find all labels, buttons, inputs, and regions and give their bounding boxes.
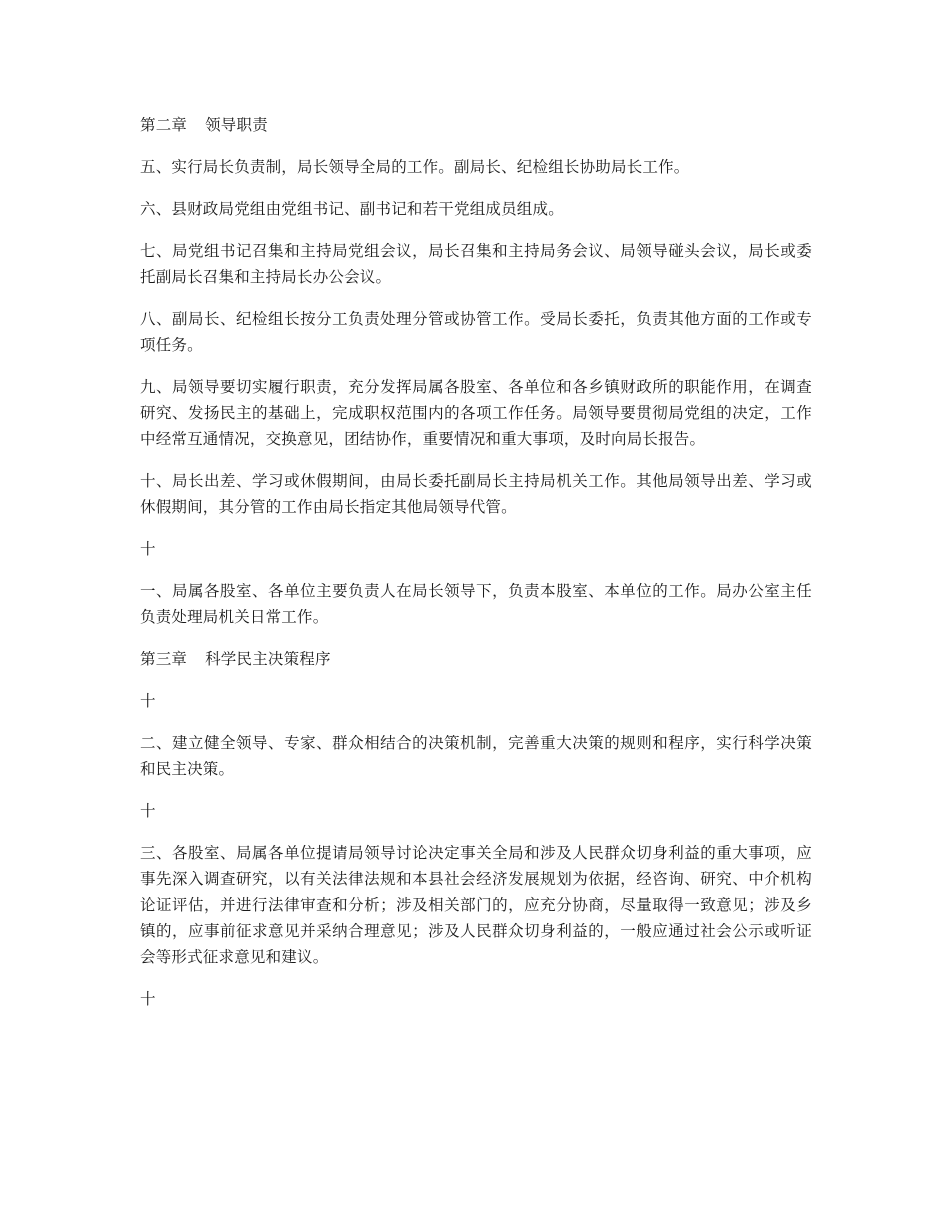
article-6: 六、县财政局党组由党组书记、副书记和若干党组成员组成。 bbox=[140, 200, 564, 218]
chapter-title: 领导职责 bbox=[205, 116, 268, 134]
article-8: 八、副局长、纪检组长按分工负责处理分管或协管工作。受局长委托，负责其他方面的工作或专项任务。 bbox=[140, 310, 812, 354]
article-number-marker: 十 bbox=[140, 692, 156, 710]
article-9: 九、局领导要切实履行职责，充分发挥局属各股室、各单位和各乡镇财政所的职能作用，在调查研究、发扬民主的基础上，完成职权范围内的各项工作任务。局领导要贯彻局党组的决定，工作中经常互通情况，交换意见，团结协作，重要情况和重大事项，及时向局长报告。 bbox=[140, 378, 812, 448]
article-number-marker: 十 bbox=[140, 802, 156, 820]
chapter-number: 第三章 bbox=[140, 650, 188, 668]
chapter-heading-3 bbox=[140, 646, 812, 672]
chapter-number: 第二章 bbox=[140, 116, 188, 134]
article-number-marker: 十 bbox=[140, 540, 156, 558]
article-11: 一、局属各股室、各单位主要负责人在局长领导下，负责本股室、本单位的工作。局办公室主任负责处理局机关日常工作。 bbox=[140, 582, 812, 626]
article-13: 三、各股室、局属各单位提请局领导讨论决定事关全局和涉及人民群众切身利益的重大事项，应事先深入调查研究，以有关法律法规和本县社会经济发展规划为依据，经咨询、研究、中介机构论证评估，并进行法律审查和分析；涉及相关部门的，应充分协商，尽量取得一致意见；涉及乡镇的，应事前征求意见并采纳合理意见；涉及人民群众切身利益的，一般应通过社会公示或听证会等形式征求意见和建议。 bbox=[140, 844, 812, 966]
article-7: 七、局党组书记召集和主持局党组会议，局长召集和主持局务会议、局领导碰头会议，局长或委托副局长召集和主持局长办公会议。 bbox=[140, 242, 812, 286]
article-10: 十、局长出差、学习或休假期间，由局长委托副局长主持局机关工作。其他局领导出差、学习或休假期间，其分管的工作由局长指定其他局领导代管。 bbox=[140, 472, 812, 516]
chapter-heading-2 bbox=[140, 112, 812, 138]
chapter-title: 科学民主决策程序 bbox=[205, 650, 331, 668]
article-number-marker: 十 bbox=[140, 990, 156, 1008]
article-12: 二、建立健全领导、专家、群众相结合的决策机制，完善重大决策的规则和程序，实行科学决策和民主决策。 bbox=[140, 734, 812, 778]
document-body bbox=[140, 112, 812, 1028]
article-5: 五、实行局长负责制，局长领导全局的工作。副局长、纪检组长协助局长工作。 bbox=[140, 158, 690, 176]
